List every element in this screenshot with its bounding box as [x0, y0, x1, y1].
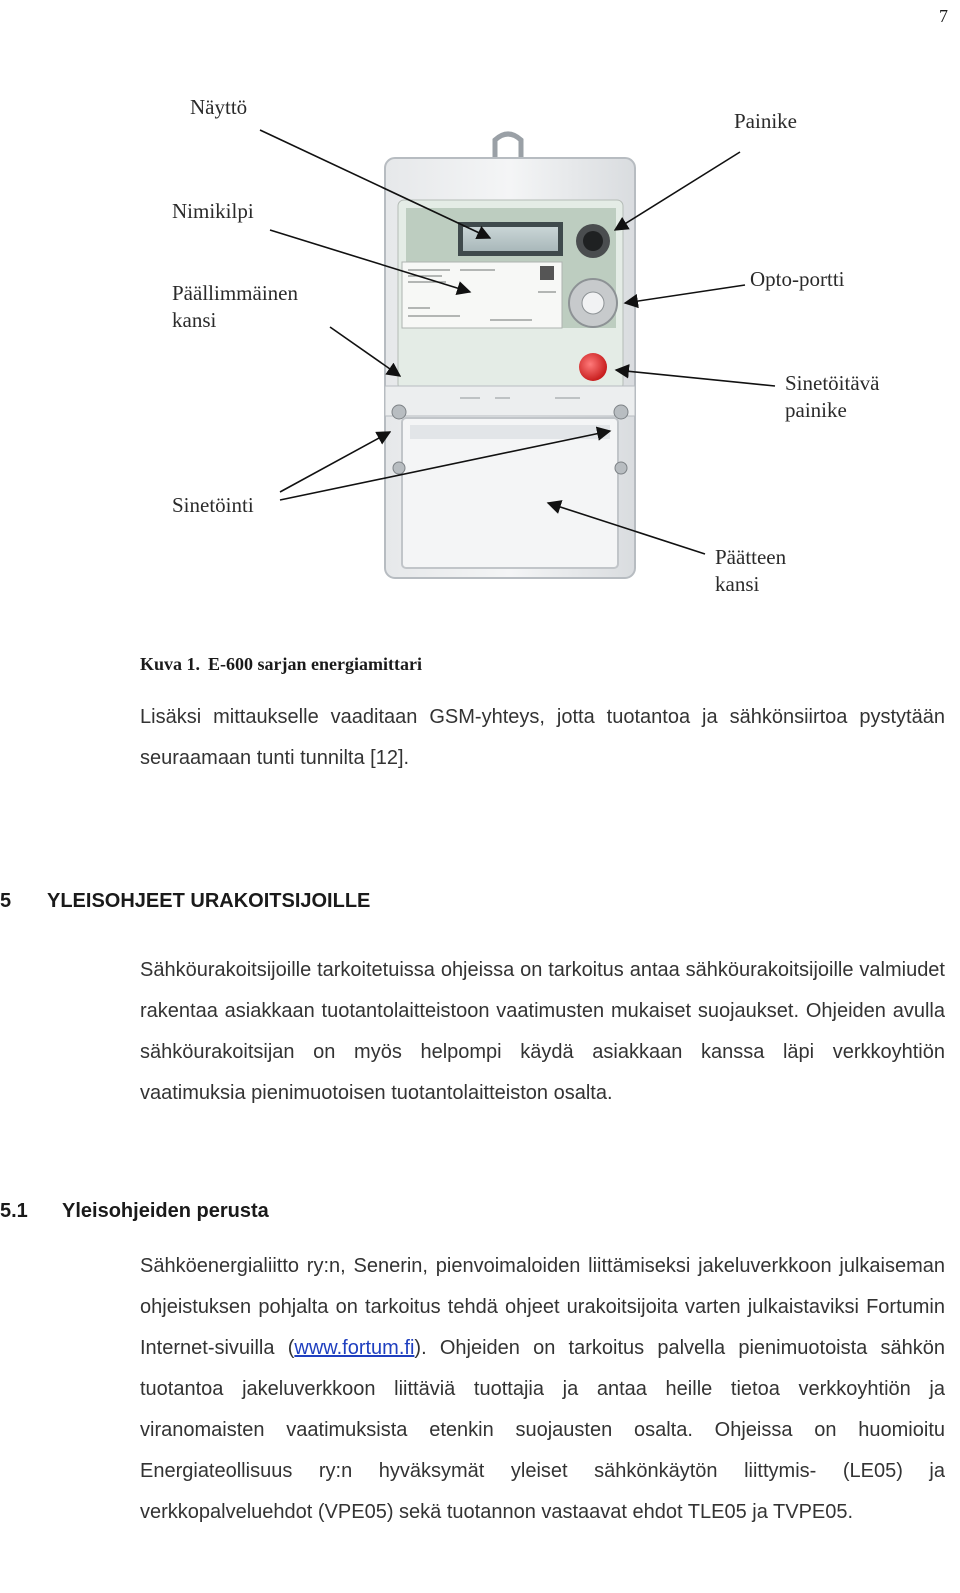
label-nameplate: Nimikilpi — [172, 199, 254, 223]
section-heading-5 — [0, 890, 370, 913]
fortum-website-link[interactable]: www.fortum.fi — [294, 1337, 415, 1359]
paragraph-text-before-link: Sähköenergialiitto ry:n, Senerin, pienvoimaloiden liittämiseksi jakeluverkkoon julkaiseman ohjeistuksen pohjalta on tarkoitus tehdä ohjeet urakoitsijoita varten julkaistaviksi Fortumin Internet-sivuilla ( — [140, 1255, 945, 1359]
paragraph-section-5: Sähköurakoitsijoille tarkoitetuissa ohjeissa on tarkoitus antaa sähköurakoitsijoille valmiudet rakentaa asiakkaan tuotantolaitteistoon vaatimusten mukaiset suojaukset. Ohjeiden avulla sähköurakoitsijan on myös helpompi käydä asiakkaan kanssa läpi verkkoyhtiön vaatimuksia pienimuotoisen tuotantolaitteiston osalta. — [140, 959, 945, 1104]
label-button: Painike — [734, 109, 797, 133]
subsection-number: 5.1 — [0, 1200, 28, 1222]
label-opto-port: Opto-portti — [750, 267, 845, 291]
hanger-hook — [495, 134, 521, 160]
lcd-display — [463, 227, 558, 251]
energy-meter-illustration — [160, 80, 920, 620]
page-number: 7 — [939, 6, 948, 26]
terminal-cover — [402, 418, 618, 568]
paragraph-gsm: Lisäksi mittaukselle vaaditaan GSM-yhteys, jotta tuotantoa ja sähkönsiirtoa pystytään seuraamaan tunti tunnilta [12]. — [140, 706, 945, 769]
subsection-title: Yleisohjeiden perusta — [62, 1200, 269, 1222]
meter-figure — [160, 80, 920, 620]
seal-band — [385, 386, 635, 416]
sealable-button — [579, 353, 607, 381]
label-terminal-cover: Päätteen kansi — [715, 545, 787, 596]
section-number: 5 — [0, 890, 12, 912]
label-sealable-button: Sinetöitävä painike — [785, 371, 880, 422]
seal-screw-left — [392, 405, 406, 419]
figure-caption — [140, 654, 422, 675]
label-upper-cover: Päällimmäinen kansi — [172, 281, 298, 332]
seal-screw-right — [614, 405, 628, 419]
paragraph-text-after-link: ). Ohjeiden on tarkoitus palvella pienimuotoista sähkön tuotantoa jakeluverkkoon liittäviä tuottajia ja antaa heille tietoa verkkoyhtiön ja viranomaisten vaatimuksista etenkin suojausten osalta. Ohjeissa on huomioitu Energiateollisuus ry:n hyväksymät yleiset sähkönkäytön liittymis- (LE05) ja verkkopalveluehdot (VPE05) sekä tuotannon vastaavat ehdot TLE05 ja TVPE05. — [140, 1337, 946, 1523]
nameplate — [402, 262, 562, 328]
section-title: YLEISOHJEET URAKOITSIJOILLE — [47, 890, 371, 912]
section-heading-5-1 — [0, 1200, 269, 1223]
label-sealing: Sinetöinti — [172, 493, 254, 517]
label-display: Näyttö — [190, 95, 248, 119]
caption-text: E-600 sarjan energiamittari — [208, 654, 422, 674]
paragraph-section-5-1 — [140, 1246, 945, 1533]
caption-number: Kuva 1. — [140, 654, 201, 674]
